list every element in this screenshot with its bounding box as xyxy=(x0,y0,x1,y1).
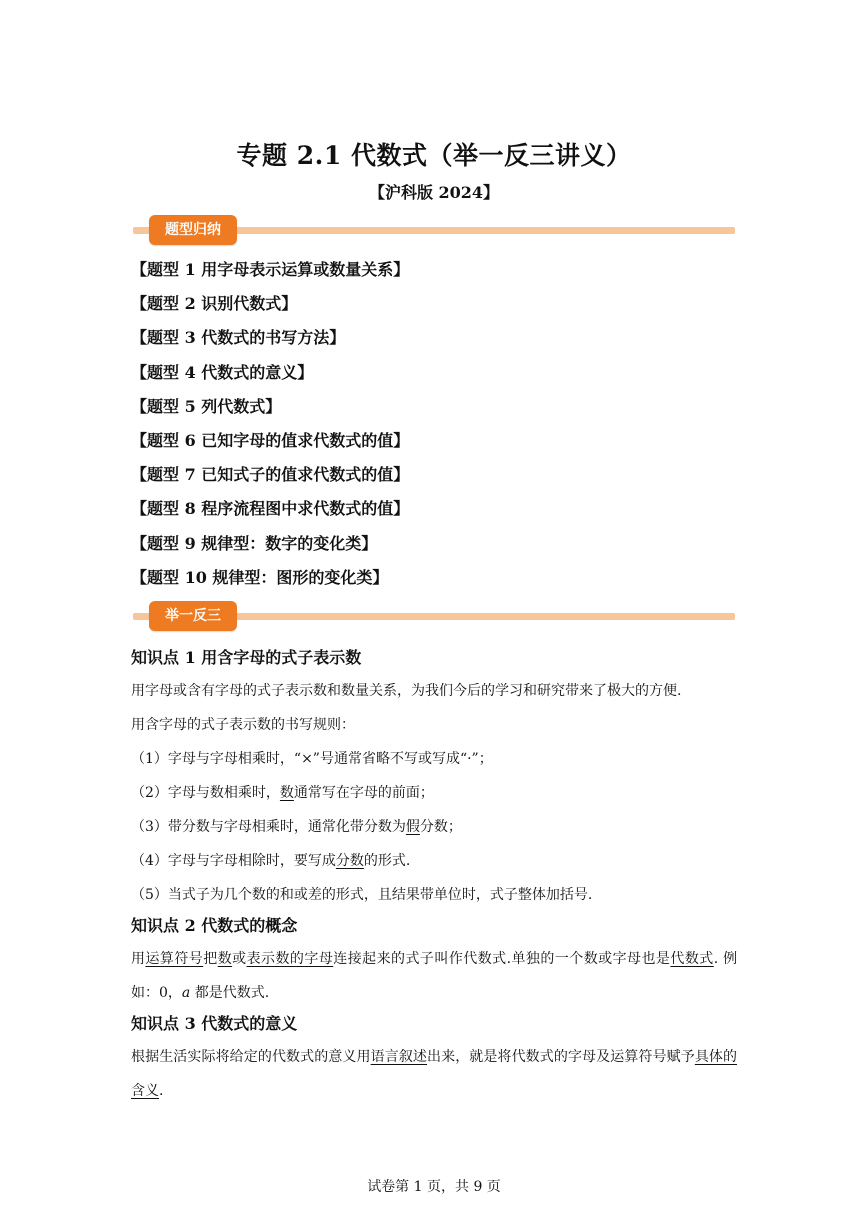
underlined-term: 代数式 xyxy=(670,951,714,967)
rule-text: （4）字母与字母相除时，要写成 xyxy=(131,853,336,869)
question-type-item: 【题型 3 代数式的书写方法】 xyxy=(131,328,346,348)
knowledge-point-2-title: 知识点 2 代数式的概念 xyxy=(131,916,298,935)
rule-text: （2）字母与数相乘时， xyxy=(131,785,280,801)
rule-text: （3）带分数与字母相乘时，通常化带分数为 xyxy=(131,819,406,835)
question-type-item: 【题型 2 识别代数式】 xyxy=(131,294,298,314)
question-type-list xyxy=(131,257,741,599)
question-type-item: 【题型 5 列代数式】 xyxy=(131,396,282,416)
writing-rule-1: （1）字母与字母相乘时，“×”号通常省略不写或写成“·”； xyxy=(131,751,493,767)
writing-rule-4 xyxy=(131,844,737,878)
page-subtitle: 【沪科版 2024】 xyxy=(368,183,500,202)
underlined-term: 表示数的字母 xyxy=(246,951,334,967)
question-type-item: 【题型 4 代数式的意义】 xyxy=(131,362,314,382)
body-text: 出来，就是将代数式的字母及运算符号赋予 xyxy=(427,1049,695,1065)
question-type-item: 【题型 6 已知字母的值求代数式的值】 xyxy=(131,430,410,450)
knowledge-point-1-title: 知识点 1 用含字母的式子表示数 xyxy=(131,648,362,667)
body-text: . 例如：0， xyxy=(131,951,738,1001)
body-text: 都是代数式. xyxy=(190,985,270,1001)
question-type-item: 【题型 1 用字母表示运算或数量关系】 xyxy=(131,260,410,279)
body-text: . xyxy=(159,1083,164,1099)
underlined-term: 语言叙述 xyxy=(370,1049,428,1065)
knowledge-point-3-title: 知识点 3 代数式的意义 xyxy=(131,1014,298,1033)
body-text: 或 xyxy=(232,951,247,967)
question-type-item: 【题型 9 规律型：数字的变化类】 xyxy=(131,533,378,553)
underlined-term: 数 xyxy=(279,785,294,801)
underlined-term: 数 xyxy=(217,951,233,967)
writing-rule-2 xyxy=(131,776,737,810)
underlined-term: 分数 xyxy=(335,853,364,869)
page-footer: 试卷第 1 页，共 9 页 xyxy=(367,1179,501,1195)
body-text: 连接起来的式子叫作代数式.单独的一个数或字母也是 xyxy=(333,951,671,967)
body-text: 把 xyxy=(203,951,218,967)
writing-rule-5: （5）当式子为几个数的和或差的形式，且结果带单位时，式子整体加括号. xyxy=(131,887,593,903)
underlined-term: 具体的含义 xyxy=(131,1049,738,1099)
knowledge-points xyxy=(131,644,737,1108)
rule-text: 分数； xyxy=(419,819,462,835)
writing-rules-heading: 用含字母的式子表示数的书写规则： xyxy=(131,717,355,733)
underlined-term: 运算符号 xyxy=(145,951,204,967)
knowledge-point-2-body xyxy=(131,942,737,1010)
page-title: 专题 2.1 代数式（举一反三讲义） xyxy=(236,141,632,170)
underlined-term: 假 xyxy=(405,819,420,835)
question-type-item: 【题型 7 已知式子的值求代数式的值】 xyxy=(131,465,410,485)
section-badge-practice: 举一反三 xyxy=(149,601,237,631)
question-type-item: 【题型 10 规律型：图形的变化类】 xyxy=(131,567,389,587)
section-badge-summary: 题型归纳 xyxy=(149,215,237,245)
rule-text: 通常写在字母的前面； xyxy=(293,785,434,801)
body-text: 根据生活实际将给定的代数式的意义用 xyxy=(131,1049,371,1065)
knowledge-point-1-intro: 用字母或含有字母的式子表示数和数量关系，为我们今后的学习和研究带来了极大的方便. xyxy=(131,683,682,699)
question-type-item: 【题型 8 程序流程图中求代数式的值】 xyxy=(131,499,410,519)
writing-rule-3 xyxy=(131,810,737,844)
section-header-summary xyxy=(133,215,735,245)
knowledge-point-3-body xyxy=(131,1040,737,1108)
section-header-practice xyxy=(133,601,735,631)
math-variable: a xyxy=(181,985,191,1001)
body-text: 用 xyxy=(131,951,146,967)
rule-text: 的形式. xyxy=(363,853,411,869)
